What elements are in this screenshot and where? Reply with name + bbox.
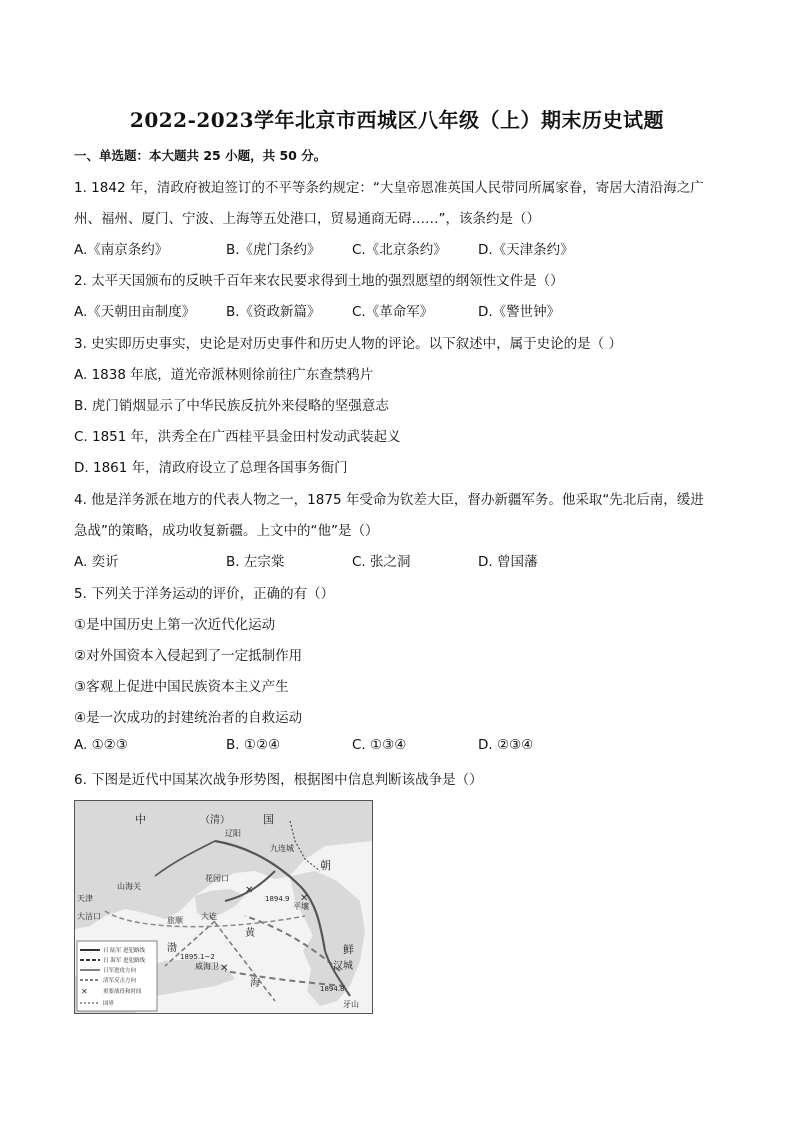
map-label-date-3: 1894.8: [320, 985, 345, 993]
question-5-item-4: ④是一次成功的封建统治者的自救运动: [74, 710, 303, 726]
question-2-option-b: B.《资政新篇》: [226, 304, 321, 320]
page-title: 2022-2023学年北京市西城区八年级（上）期末历史试题: [129, 108, 665, 132]
legend-item-5: 重要战役和时间: [103, 989, 142, 995]
map-label-liaoyang: 辽阳: [225, 829, 241, 838]
map-label-chao: 朝: [320, 859, 331, 872]
battle-marker-icon: ✕: [245, 885, 254, 896]
question-5-item-2: ②对外国资本入侵起到了一定抵制作用: [74, 648, 303, 664]
map-label-zhong: 中: [135, 813, 146, 826]
question-5-option-a: A. ①②③: [74, 737, 128, 753]
map-label-dalian: 大连: [201, 912, 217, 921]
map-label-lushun: 旅顺: [167, 916, 183, 925]
map-label-pyongyang: 平壤: [293, 902, 309, 911]
question-2-option-a: A.《天朝田亩制度》: [74, 304, 196, 320]
map-label-shanhaiguan: 山海关: [117, 882, 141, 891]
map-label-huayuankou: 花园口: [205, 874, 229, 883]
question-1-option-a: A.《南京条约》: [74, 242, 169, 258]
question-4-line-1: 4. 他是洋务派在地方的代表人物之一，1875 年受命为钦差大臣，督办新疆军务。他采取“先北后南，缓进: [74, 492, 704, 508]
question-1-line-1: 1. 1842 年，清政府被迫签订的不平等条约规定：“大皇帝恩准英国人民带同所属家眷，寄居大清沿海之广: [74, 180, 704, 196]
battle-marker-icon: ✕: [300, 893, 309, 904]
map-label-tianjin: 天津: [77, 894, 93, 903]
map-label-yashan: 牙山: [343, 1000, 359, 1009]
map-label-xian: 鲜: [343, 943, 354, 956]
question-3-option-c: C. 1851 年，洪秀全在广西桂平县金田村发动武装起义: [74, 429, 401, 445]
question-5-option-c: C. ①③④: [352, 737, 407, 753]
question-5-option-d: D. ②③④: [478, 737, 534, 753]
legend-item-4: 清军反击方向: [103, 978, 137, 984]
question-4-option-c: C. 张之洞: [352, 554, 411, 570]
question-5-option-b: B. ①②④: [226, 737, 281, 753]
section-heading: 一、单选题：本大题共 25 小题，共 50 分。: [74, 148, 327, 163]
question-2-option-d: D.《警世钟》: [478, 304, 561, 320]
question-4-option-a: A. 奕䜣: [74, 554, 119, 570]
map-label-jiuliancheng: 九连城: [270, 844, 294, 853]
question-6-line-1: 6. 下图是近代中国某次战争形势图，根据图中信息判断该战争是（）: [74, 772, 483, 788]
question-2-line-1: 2. 太平天国颁布的反映千百年来农民要求得到土地的强烈愿望的纲领性文件是（）: [74, 273, 564, 289]
map-label-guo: 国: [263, 813, 274, 826]
war-situation-map: [74, 800, 373, 1014]
question-4-line-2: 急战”的策略，成功收复新疆。上文中的“他”是（）: [74, 523, 379, 539]
question-5-item-3: ③客观上促进中国民族资本主义产生: [74, 679, 289, 695]
question-1-line-2: 州、福州、厦门、宁波、上海等五处港口，贸易通商无碍……”，该条约是（）: [74, 211, 540, 227]
question-4-option-d: D. 曾国藩: [478, 554, 538, 570]
question-5-line-1: 5. 下列关于洋务运动的评价，正确的有（）: [74, 586, 335, 602]
map-label-hai: 海: [250, 978, 260, 989]
question-3-option-a: A. 1838 年底，道光帝派林则徐前往广东查禁鸦片: [74, 367, 374, 383]
legend-item-3: 日军进攻方向: [103, 968, 137, 974]
map-label-date-2: 1895.1~2: [180, 953, 215, 961]
svg-text:✕: ✕: [81, 987, 88, 996]
question-1-option-d: D.《天津条约》: [478, 242, 574, 258]
question-2-option-c: C.《革命军》: [352, 304, 434, 320]
question-4-option-b: B. 左宗棠: [226, 554, 285, 570]
question-1-option-b: B.《虎门条约》: [226, 242, 321, 258]
map-label-date-1: 1894.9: [265, 895, 290, 903]
map-label-bo: 渤: [167, 943, 177, 954]
map-label-qing: （清）: [200, 815, 230, 826]
legend-item-2: 日 海军 进犯路线: [103, 958, 145, 964]
legend-item-6: 国界: [103, 1001, 115, 1007]
question-1-option-c: C.《北京条约》: [352, 242, 447, 258]
legend-item-1: 日 陆军 进犯路线: [103, 948, 145, 954]
map-label-huang: 黄: [245, 928, 255, 939]
question-3-option-d: D. 1861 年，清政府设立了总理各国事务衙门: [74, 460, 348, 476]
map-label-weihaiwei: 威海卫: [195, 962, 219, 971]
question-3-option-b: B. 虎门销烟显示了中华民族反抗外来侵略的坚强意志: [74, 398, 389, 414]
map-label-dagukou: 大沽口: [77, 912, 101, 921]
battle-marker-icon: ✕: [220, 963, 229, 974]
question-3-line-1: 3. 史实即历史事实，史论是对历史事件和历史人物的评论。以下叙述中，属于史论的是（ ）: [74, 336, 622, 352]
map-label-hanseong: 汉城: [333, 961, 353, 972]
question-5-item-1: ①是中国历史上第一次近代化运动: [74, 617, 276, 633]
